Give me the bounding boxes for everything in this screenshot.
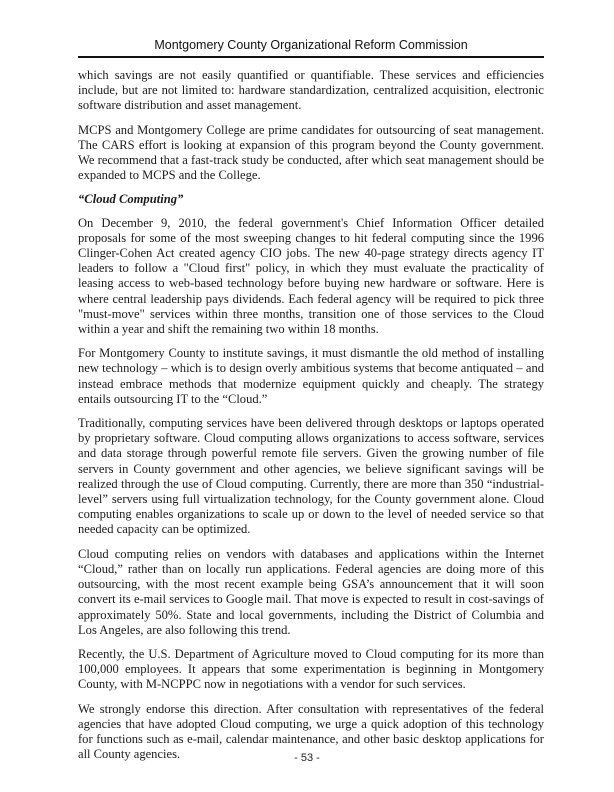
paragraph: On December 9, 2010, the federal government's Chief Information Officer detailed proposals for some of the most sweeping changes to hit federal computing since the 1996 Clinger-Cohen Act created agency CIO jobs. The new 40-page strategy directs agency IT leaders to follow a "Cloud first" policy, in which they must evaluate the practicality of leasing access to web-based technology before buying new hardware or software. Here is where central leadership pays dividends. Each federal agency will be required to pick three "must-move" services within three months, transition one of those services to the Cloud within a year and shift the remaining two within 18 months.	[78, 215, 544, 337]
document-body	[78, 68, 544, 771]
section-heading: “Cloud Computing”	[78, 192, 184, 207]
paragraph: For Montgomery County to institute savings, it must dismantle the old method of installing new technology – which is to design overly ambitious systems that become antiquated – and instead embrace methods that modernize equipment quickly and cheaply. The strategy entails outsourcing IT to the “Cloud.”	[78, 346, 544, 406]
paragraph: MCPS and Montgomery College are prime candidates for outsourcing of seat management. The CARS effort is looking at expansion of this program beyond the County government. We recommend that a fast-track study be conducted, after which seat management should be expanded to MCPS and the College.	[78, 122, 544, 183]
paragraph: Recently, the U.S. Department of Agriculture moved to Cloud computing for its more than 100,000 employees. It appears that some experimentation is beginning in Montgomery County, with M-NCPPC now in negotiations with a vendor for such services.	[78, 646, 544, 692]
paragraph: which savings are not easily quantified or quantifiable. These services and efficiencies include, but are not limited to: hardware standardization, centralized acquisition, electronic software distribution and asset management.	[78, 68, 544, 113]
paragraph: Traditionally, computing services have been delivered through desktops or laptops operated by proprietary software. Cloud computing allows organizations to access software, services and data storage through powerful remote file servers. Given the growing number of file servers in County government and other agencies, we believe significant savings will be realized through the use of Cloud computing. Currently, there are more than 350 “industrial-level” servers using full virtualization technology, for the County government alone. Cloud computing enables organizations to scale up or down to the level of needed service so that needed capacity can be optimized.	[78, 416, 544, 537]
page-number: - 53 -	[294, 752, 320, 764]
paragraph: Cloud computing relies on vendors with databases and applications within the Internet “Cloud,” rather than on locally run applications. Federal agencies are doing more of this outsourcing, with the most recent example being GSA’s announcement that it will soon convert its e-mail services to Google mail. That move is expected to result in cost-savings of approximately 50%. State and local governments, including the District of Columbia and Los Angeles, are also following this trend.	[78, 546, 544, 637]
paragraph: We strongly endorse this direction. After consultation with representatives of the federal agencies that have adopted Cloud computing, we urge a quick adoption of this technology for functions such as e-mail, calendar maintenance, and other basic desktop applications for all County agencies.	[78, 701, 544, 762]
page-header-title: Montgomery County Organizational Reform Commission	[154, 38, 468, 52]
header-rule	[78, 56, 544, 58]
